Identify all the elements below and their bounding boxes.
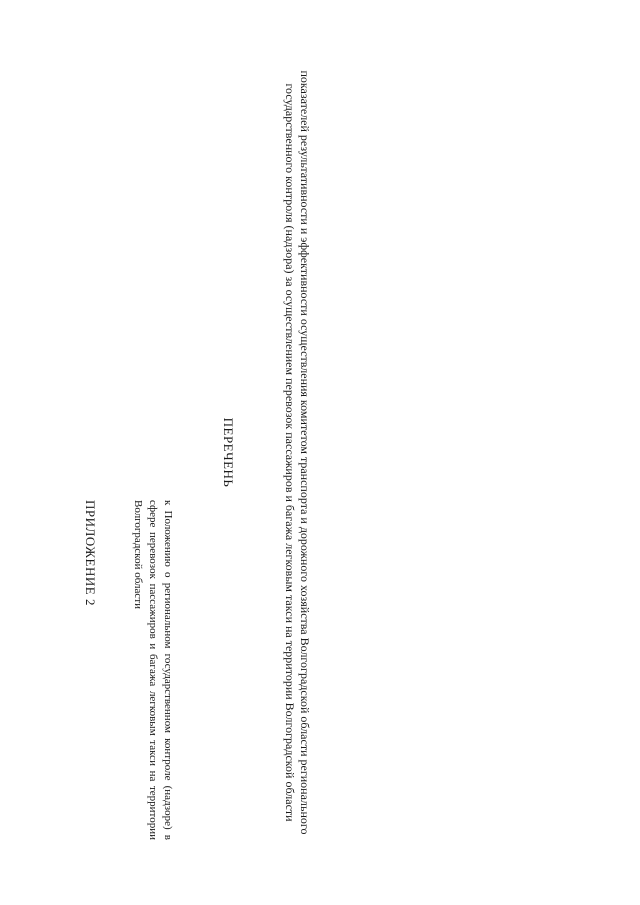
document-title: ПЕРЕЧЕНЬ xyxy=(221,417,236,488)
document-subtitle: показателей результативности и эффективности осуществления комитетом транспорта и дорожного хозяйства Волгоградской области регионального государственного контроля (надзора) за осуществлением перевозок пассажиров и багажа легковым такси на территории Волгоградской области xyxy=(283,70,312,835)
appendix-title: ПРИЛОЖЕНИЕ 2 xyxy=(83,500,98,606)
appendix-subtitle: к Положению о региональном государственном контроле (надзоре) в сфере перевозок пассажиров и багажа легковым такси на территории Волгоградской области xyxy=(132,500,174,840)
